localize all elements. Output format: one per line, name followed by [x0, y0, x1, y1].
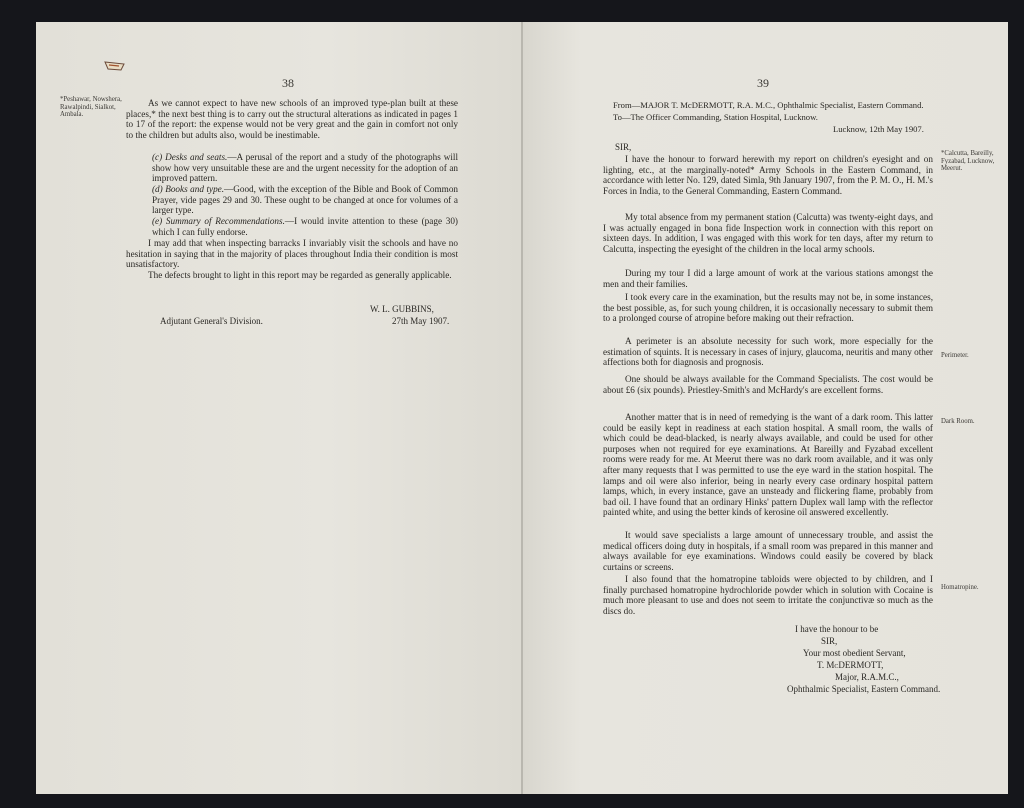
page-number: 39 [757, 76, 769, 90]
paper-tag-icon [104, 60, 126, 72]
letter-paragraph-7: Another matter that is in need of remedying is the want of a dark room. This latter could be easily kept in readiness at each station hospital. A small room, the walls of which could be dead-blacked, is nearly always available, and could be used for other purposes when not required for eye examinations. At Bareilly and Fyzabad excellent rooms were ready for me. At Meerut there was no dark room available, and it was only after many requests that I was permitted to use the eye ward in the station hospital. The lamps and oil were also inferior, being in nearly every case ordinary hospital pattern lamps, which, in every instance, gave an unsteady and flickering flame, probably from bad oil. I have found that an ordinary Hinks' pattern Duplex wall lamp with the reflector painted white, and using the better kinds of kerosine oil answered excellently. [603, 412, 933, 518]
margin-note-perimeter: Perimeter. [941, 352, 969, 359]
letter-paragraph-5: A perimeter is an absolute necessity for such work, more especially for the estimation of squints. It is necessary in cases of injury, glaucoma, neuritis and many other affections both for diagnosis and prognosis. [603, 336, 933, 368]
closing-line-5: Major, R.A.M.C., [835, 672, 899, 682]
signature-date: 27th May 1907. [392, 316, 450, 326]
letter-paragraph-2: My total absence from my permanent station (Calcutta) was twenty-eight days, and I was actually engaged in bona fide Inspection work in connection with this report on sixteen days. In addition, I was engaged with this work for ten days, after my return to Calcutta, inspecting the eyesight of the children in the local army schools. [603, 212, 933, 254]
closing-line-1: I have the honour to be [795, 624, 879, 634]
item-summary [152, 216, 458, 237]
margin-note-cities: *Calcutta, Bareilly, Fyzabad, Lucknow, Meerut. [941, 150, 995, 173]
defects-paragraph: The defects brought to light in this report may be regarded as generally applicable. [148, 270, 452, 280]
item-label: (d) Books and type. [152, 184, 225, 194]
salutation: SIR, [615, 142, 632, 152]
letter-paragraph-3: During my tour I did a large amount of work at the various stations amongst the men and their families. [603, 268, 933, 289]
signature-division: Adjutant General's Division. [160, 316, 263, 326]
item-label: (e) Summary of Recommendations. [152, 216, 285, 226]
page-number: 38 [282, 76, 294, 90]
margin-note-places: *Peshawar, Nowshera, Rawalpindi, Sialkot, Ambala. [60, 96, 122, 119]
letter-paragraph-4: I took every care in the examination, but the results may not be, in some instances, the best possible, as, for such young children, it is occasionally necessary to submit them to a prolonged course of atropine before making out their refraction. [603, 292, 933, 324]
letter-paragraph-8: It would save specialists a large amount of unnecessary trouble, and assist the medical officers doing duty in hospitals, if a small room was prepared in this manner and always available for eye examinations. Windows could easily be covered by black curtains or screens. [603, 530, 933, 572]
item-text: —A perusal of the report and a study of the photographs will show how very unsuitable these are and the urgent necessity for the adoption of an improved pattern. [152, 152, 458, 184]
margin-note-dark-room: Dark Room. [941, 418, 975, 425]
item-label: (c) Desks and seats. [152, 152, 228, 162]
item-text: —Good, with the exception of the Bible and Book of Common Prayer, vide pages 29 and 30. These ought to be changed at once for volumes of a larger type. [152, 184, 459, 216]
closing-line-2: SIR, [821, 636, 838, 646]
letter-paragraph-9: I also found that the homatropine tabloids were objected to by children, and I finally purchased homatropine hydrochloride powder which in solution with Cocaine is much more pleasant to use and does not seem to irritate the conjunctivæ so much as the discs do. [603, 574, 933, 616]
closing-line-3: Your most obedient Servant, [803, 648, 906, 658]
letter-paragraph-1: I have the honour to forward herewith my report on children's eyesight and on lighting, etc., at the marginally-noted* Army Schools in the Eastern Command, in accordance with letter No. 129, dated Simla, 9th January 1907, from the P. M. O., H. M.'s Forces in India, to the General Commanding, Eastern Command. [603, 154, 933, 196]
item-desks [152, 152, 458, 184]
from-line: From—MAJOR T. McDERMOTT, R.A. M.C., Ophthalmic Specialist, Eastern Command. [613, 100, 924, 110]
right-page [523, 22, 1008, 794]
closing-line-4: T. McDERMOTT, [817, 660, 884, 670]
item-text: —I would invite attention to these (page 30) which I can fully endorse. [152, 216, 458, 237]
date-line: Lucknow, 12th May 1907. [833, 124, 924, 134]
margin-note-homatropine: Homatropine. [941, 584, 979, 591]
book-spread [36, 22, 1008, 794]
closing-line-6: Ophthalmic Specialist, Eastern Command. [787, 684, 941, 694]
letter-paragraph-6: One should be always available for the Command Specialists. The cost would be about £6 (six pounds). Priestley-Smith's and McHardy's are excellent forms. [603, 374, 933, 395]
left-page [36, 22, 522, 794]
to-line: To—The Officer Commanding, Station Hospital, Lucknow. [613, 112, 818, 122]
item-books [152, 184, 458, 216]
signature-name: W. L. GUBBINS, [370, 304, 434, 314]
intro-paragraph: As we cannot expect to have new schools of an improved type-plan built at these places,* the next best thing is to carry out the structural alterations as indicated in pages 1 to 17 of the report: the expense would not be very great and the gain in comfort not only to the children but adults also, would be inestimable. [126, 98, 458, 140]
barracks-paragraph: I may add that when inspecting barracks I invariably visit the schools and have no hesitation in saying that in the majority of places throughout India their condition is most unsatisfactory. [126, 238, 458, 270]
